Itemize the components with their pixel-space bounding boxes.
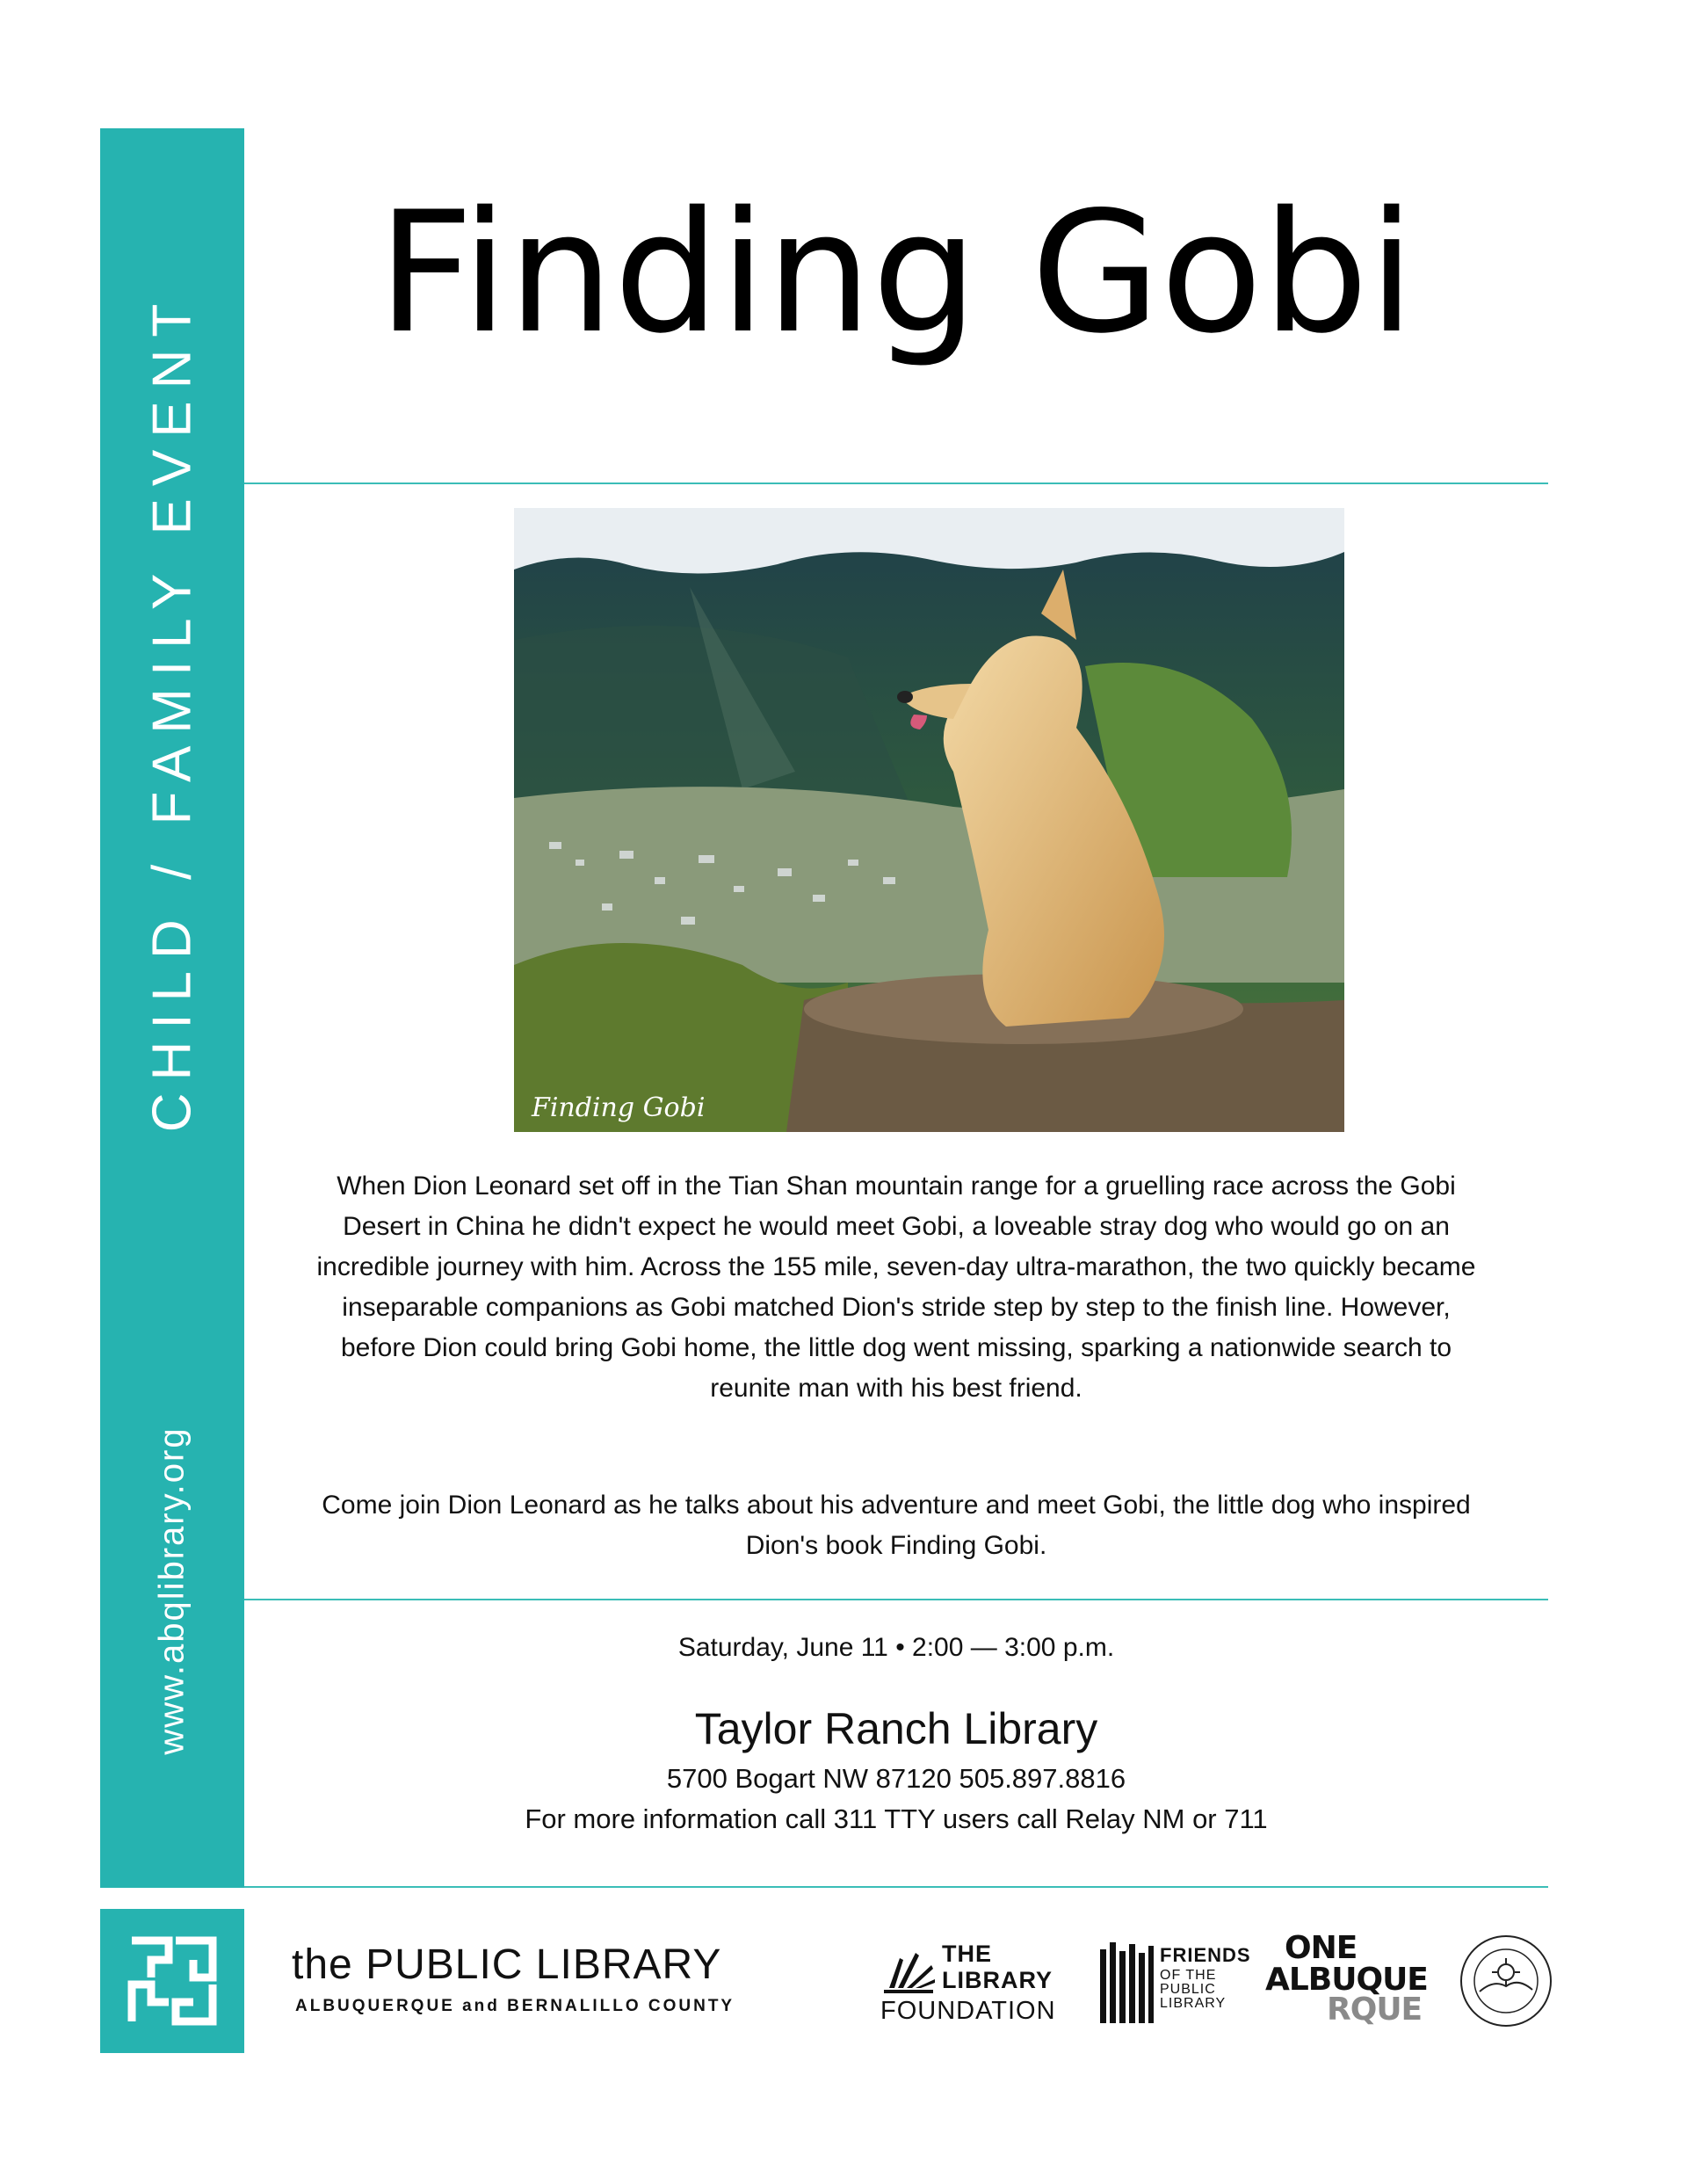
page-title: Finding Gobi (377, 176, 1415, 370)
divider-top (244, 483, 1548, 484)
books-icon (1098, 1939, 1155, 2027)
library-foundation-logo: THE LIBRARY FOUNDATION (880, 1941, 1056, 2025)
one-albuquerque-logo: ONE ALBUQUE RQUE (1265, 1930, 1428, 2028)
description-paragraph-2: Come join Dion Leonard as he talks about his adventure and meet Gobi, the little dog who inspired Dion's book Finding Gobi. (322, 1491, 1471, 1560)
sunburst-icon (880, 1941, 937, 1997)
friends-library-logo: FRIENDS OF THE PUBLIC LIBRARY (1098, 1934, 1256, 2030)
divider-middle (244, 1599, 1548, 1600)
event-venue: Taylor Ranch Library (694, 1704, 1098, 1753)
divider-bottom (244, 1886, 1548, 1888)
county-seal-icon (1459, 1934, 1553, 2028)
event-date-time: Saturday, June 11 • 2:00 — 3:00 p.m. (677, 1633, 1115, 1662)
library-name: the PUBLIC LIBRARY (292, 1941, 722, 1988)
event-info: For more information call 311 TTY users call Relay NM or 711 (525, 1803, 1268, 1834)
description-paragraph-1: When Dion Leonard set off in the Tian Shan mountain range for a gruelling race across the Gobi Desert in China he didn't expect he would meet Gobi, a loveable stray dog who would go on an incredible journey with him. Across the 155 mile, seven-day ultra-marathon, the two quickly became inseparable companions as Gobi matched Dion's stride step by step to the finish line. However, before Dion could bring Gobi home, the little dog went missing, sparking a nationwide search to reunite man with his best friend. (316, 1172, 1476, 1403)
library-county: ALBUQUERQUE and BERNALILLO COUNTY (295, 1997, 735, 2015)
library-logo (100, 1909, 244, 2053)
event-address: 5700 Bogart NW 87120 505.897.8816 (666, 1763, 1126, 1794)
library-logo-icon (125, 1934, 220, 2028)
photo-caption: Finding Gobi (532, 1092, 706, 1123)
event-photo (514, 508, 1344, 1132)
